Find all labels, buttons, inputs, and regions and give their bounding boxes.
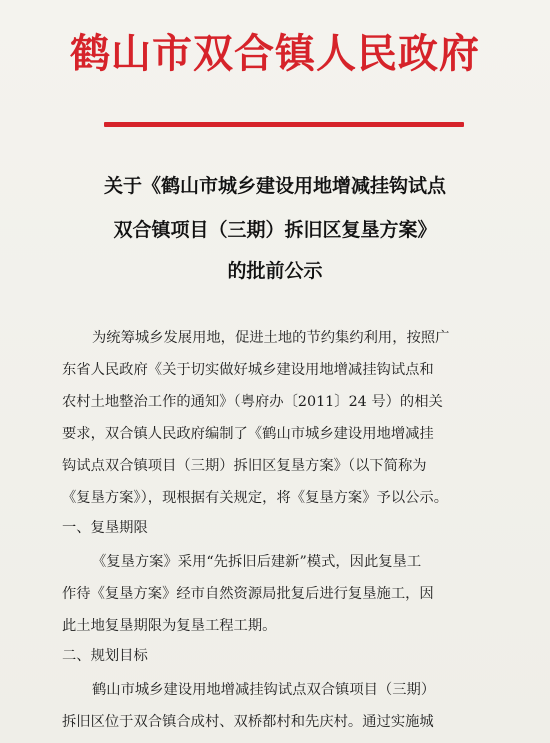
paragraph-2-line-3: 此土地复垦期限为复垦工程工期。 (62, 618, 277, 634)
document-title-line-1: 关于《鹤山市城乡建设用地增减挂钩试点 (103, 175, 446, 197)
section-2-heading: 二、规划目标 (62, 648, 148, 664)
paragraph-2-line-2: 作待《复垦方案》经市自然资源局批复后进行复垦施工，因 (62, 586, 434, 602)
issuing-authority-header: 鹤山市双合镇人民政府 (70, 30, 480, 77)
paragraph-2-line-1: 《复垦方案》采用“先拆旧后建新”模式，因此复垦工 (92, 554, 422, 570)
paragraph-1-line-3: 农村土地整治工作的通知》（粤府办〔2011〕24 号）的相关 (62, 394, 443, 410)
red-header-rule (104, 122, 464, 127)
paragraph-3-line-2: 拆旧区位于双合镇合成村、双桥都村和先庆村。通过实施城 (62, 714, 434, 730)
paragraph-3-line-1: 鹤山市城乡建设用地增减挂钩试点双合镇项目（三期） (92, 682, 436, 698)
paragraph-1-line-5: 钩试点双合镇项目（三期）拆旧区复垦方案》（以下简称为 (62, 458, 427, 474)
paragraph-1-line-4: 要求，双合镇人民政府编制了《鹤山市城乡建设用地增减挂 (62, 426, 434, 442)
document-title-line-2: 双合镇项目（三期）拆旧区复垦方案》 (113, 219, 437, 241)
paragraph-1-line-1: 为统筹城乡发展用地，促进土地的节约集约利用，按照广 (92, 330, 450, 346)
section-1-heading: 一、复垦期限 (62, 520, 148, 536)
paragraph-1-line-6: 《复垦方案》），现根据有关规定，将《复垦方案》予以公示。 (62, 490, 449, 506)
document-title-line-3: 的批前公示 (227, 260, 323, 282)
paragraph-1-line-2: 东省人民政府《关于切实做好城乡建设用地增减挂钩试点和 (62, 362, 434, 378)
